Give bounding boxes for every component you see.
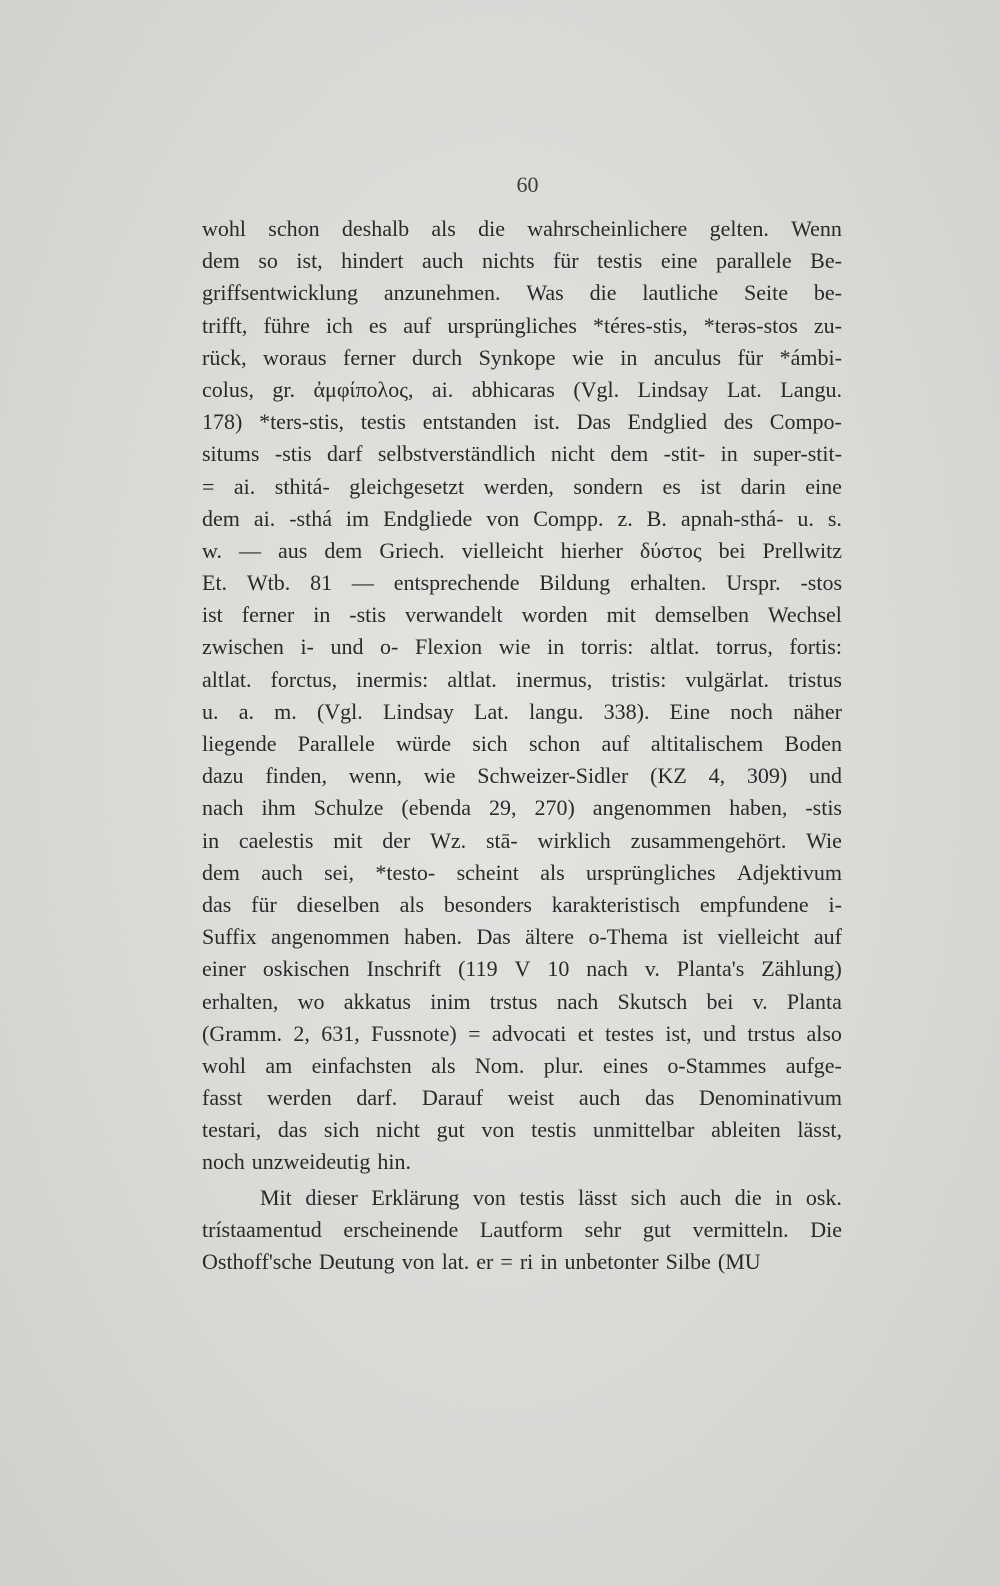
- text-line: Et. Wtb. 81 — entsprechende Bildung erhalten. Urspr. -stos: [202, 570, 842, 596]
- paragraph: [202, 213, 842, 1179]
- text-line: w. — aus dem Griech. vielleicht hierher δύστος bei Prellwitz: [202, 537, 842, 563]
- text-line: nach ihm Schulze (ebenda 29, 270) angenommen haben, -stis: [202, 795, 842, 821]
- text-line: dazu finden, wenn, wie Schweizer-Sidler (KZ 4, 309) und: [202, 763, 842, 789]
- text-line: 178) *ters-stis, testis entstanden ist. Das Endglied des Compo-: [202, 409, 842, 435]
- text-line: testari, das sich nicht gut von testis unmittelbar ableiten lässt,: [202, 1117, 842, 1143]
- text-line: = ai. sthitá- gleichgesetzt werden, sondern es ist darin eine: [202, 473, 842, 499]
- text-line: Suffix angenommen haben. Das ältere o-Thema ist vielleicht auf: [202, 924, 842, 950]
- text-line: trístaamentud erscheinende Lautform sehr gut vermitteln. Die: [202, 1216, 842, 1242]
- text-line: noch unzweideutig hin.: [202, 1149, 411, 1175]
- text-line: erhalten, wo akkatus inim trstus nach Skutsch bei v. Planta: [202, 988, 842, 1014]
- body-text: [202, 213, 842, 1278]
- text-line: rück, woraus ferner durch Synkope wie in anculus für *ámbi-: [202, 344, 842, 370]
- text-line: griffsentwicklung anzunehmen. Was die lautliche Seite be-: [202, 280, 842, 306]
- text-line: u. a. m. (Vgl. Lindsay Lat. langu. 338). Eine noch näher: [202, 698, 842, 724]
- text-line: fasst werden darf. Darauf weist auch das Denominativum: [202, 1085, 842, 1111]
- text-line: dem so ist, hindert auch nichts für testis eine parallele Be-: [202, 248, 842, 274]
- text-line: zwischen i- und o- Flexion wie in torris: altlat. torrus, fortis:: [202, 634, 842, 660]
- text-line: ist ferner in -stis verwandelt worden mit demselben Wechsel: [202, 602, 842, 628]
- text-line: einer oskischen Inschrift (119 V 10 nach v. Planta's Zählung): [202, 956, 842, 982]
- text-line: (Gramm. 2, 631, Fussnote) = advocati et testes ist, und trstus also: [202, 1020, 842, 1046]
- text-line: dem ai. -sthá im Endgliede von Compp. z. B. apnah-sthá- u. s.: [202, 505, 842, 531]
- page-number: 60: [516, 172, 539, 197]
- text-line: liegende Parallele würde sich schon auf altitalischem Boden: [202, 731, 842, 756]
- text-line: das für dieselben als besonders karakteristisch empfundene i-: [202, 891, 842, 917]
- text-line: wohl schon deshalb als die wahrscheinlichere gelten. Wenn: [202, 216, 842, 241]
- text-line: dem auch sei, *testo- scheint als ursprüngliches Adjektivum: [202, 859, 842, 885]
- text-line: altlat. forctus, inermis: altlat. inermus, tristis: vulgärlat. tristus: [202, 666, 842, 692]
- text-line: trifft, führe ich es auf ursprüngliches *téres-stis, *terǝs-stos zu-: [202, 312, 842, 338]
- text-line: in caelestis mit der Wz. stā- wirklich zusammengehört. Wie: [202, 827, 842, 853]
- text-line: colus, gr. ἀμφίπολος, ai. abhicaras (Vgl. Lindsay Lat. Langu.: [202, 376, 842, 402]
- text-line: Osthoff'sche Deutung von lat. er = ri in unbetonter Silbe (MU: [202, 1249, 761, 1274]
- text-line: Mit dieser Erklärung von testis lässt sich auch die in osk.: [260, 1184, 842, 1210]
- text-line: situms -stis darf selbstverständlich nicht dem -stit- in super-stit-: [202, 441, 842, 467]
- text-line: wohl am einfachsten als Nom. plur. eines o-Stammes aufge-: [202, 1052, 842, 1078]
- paragraph: [202, 1182, 842, 1279]
